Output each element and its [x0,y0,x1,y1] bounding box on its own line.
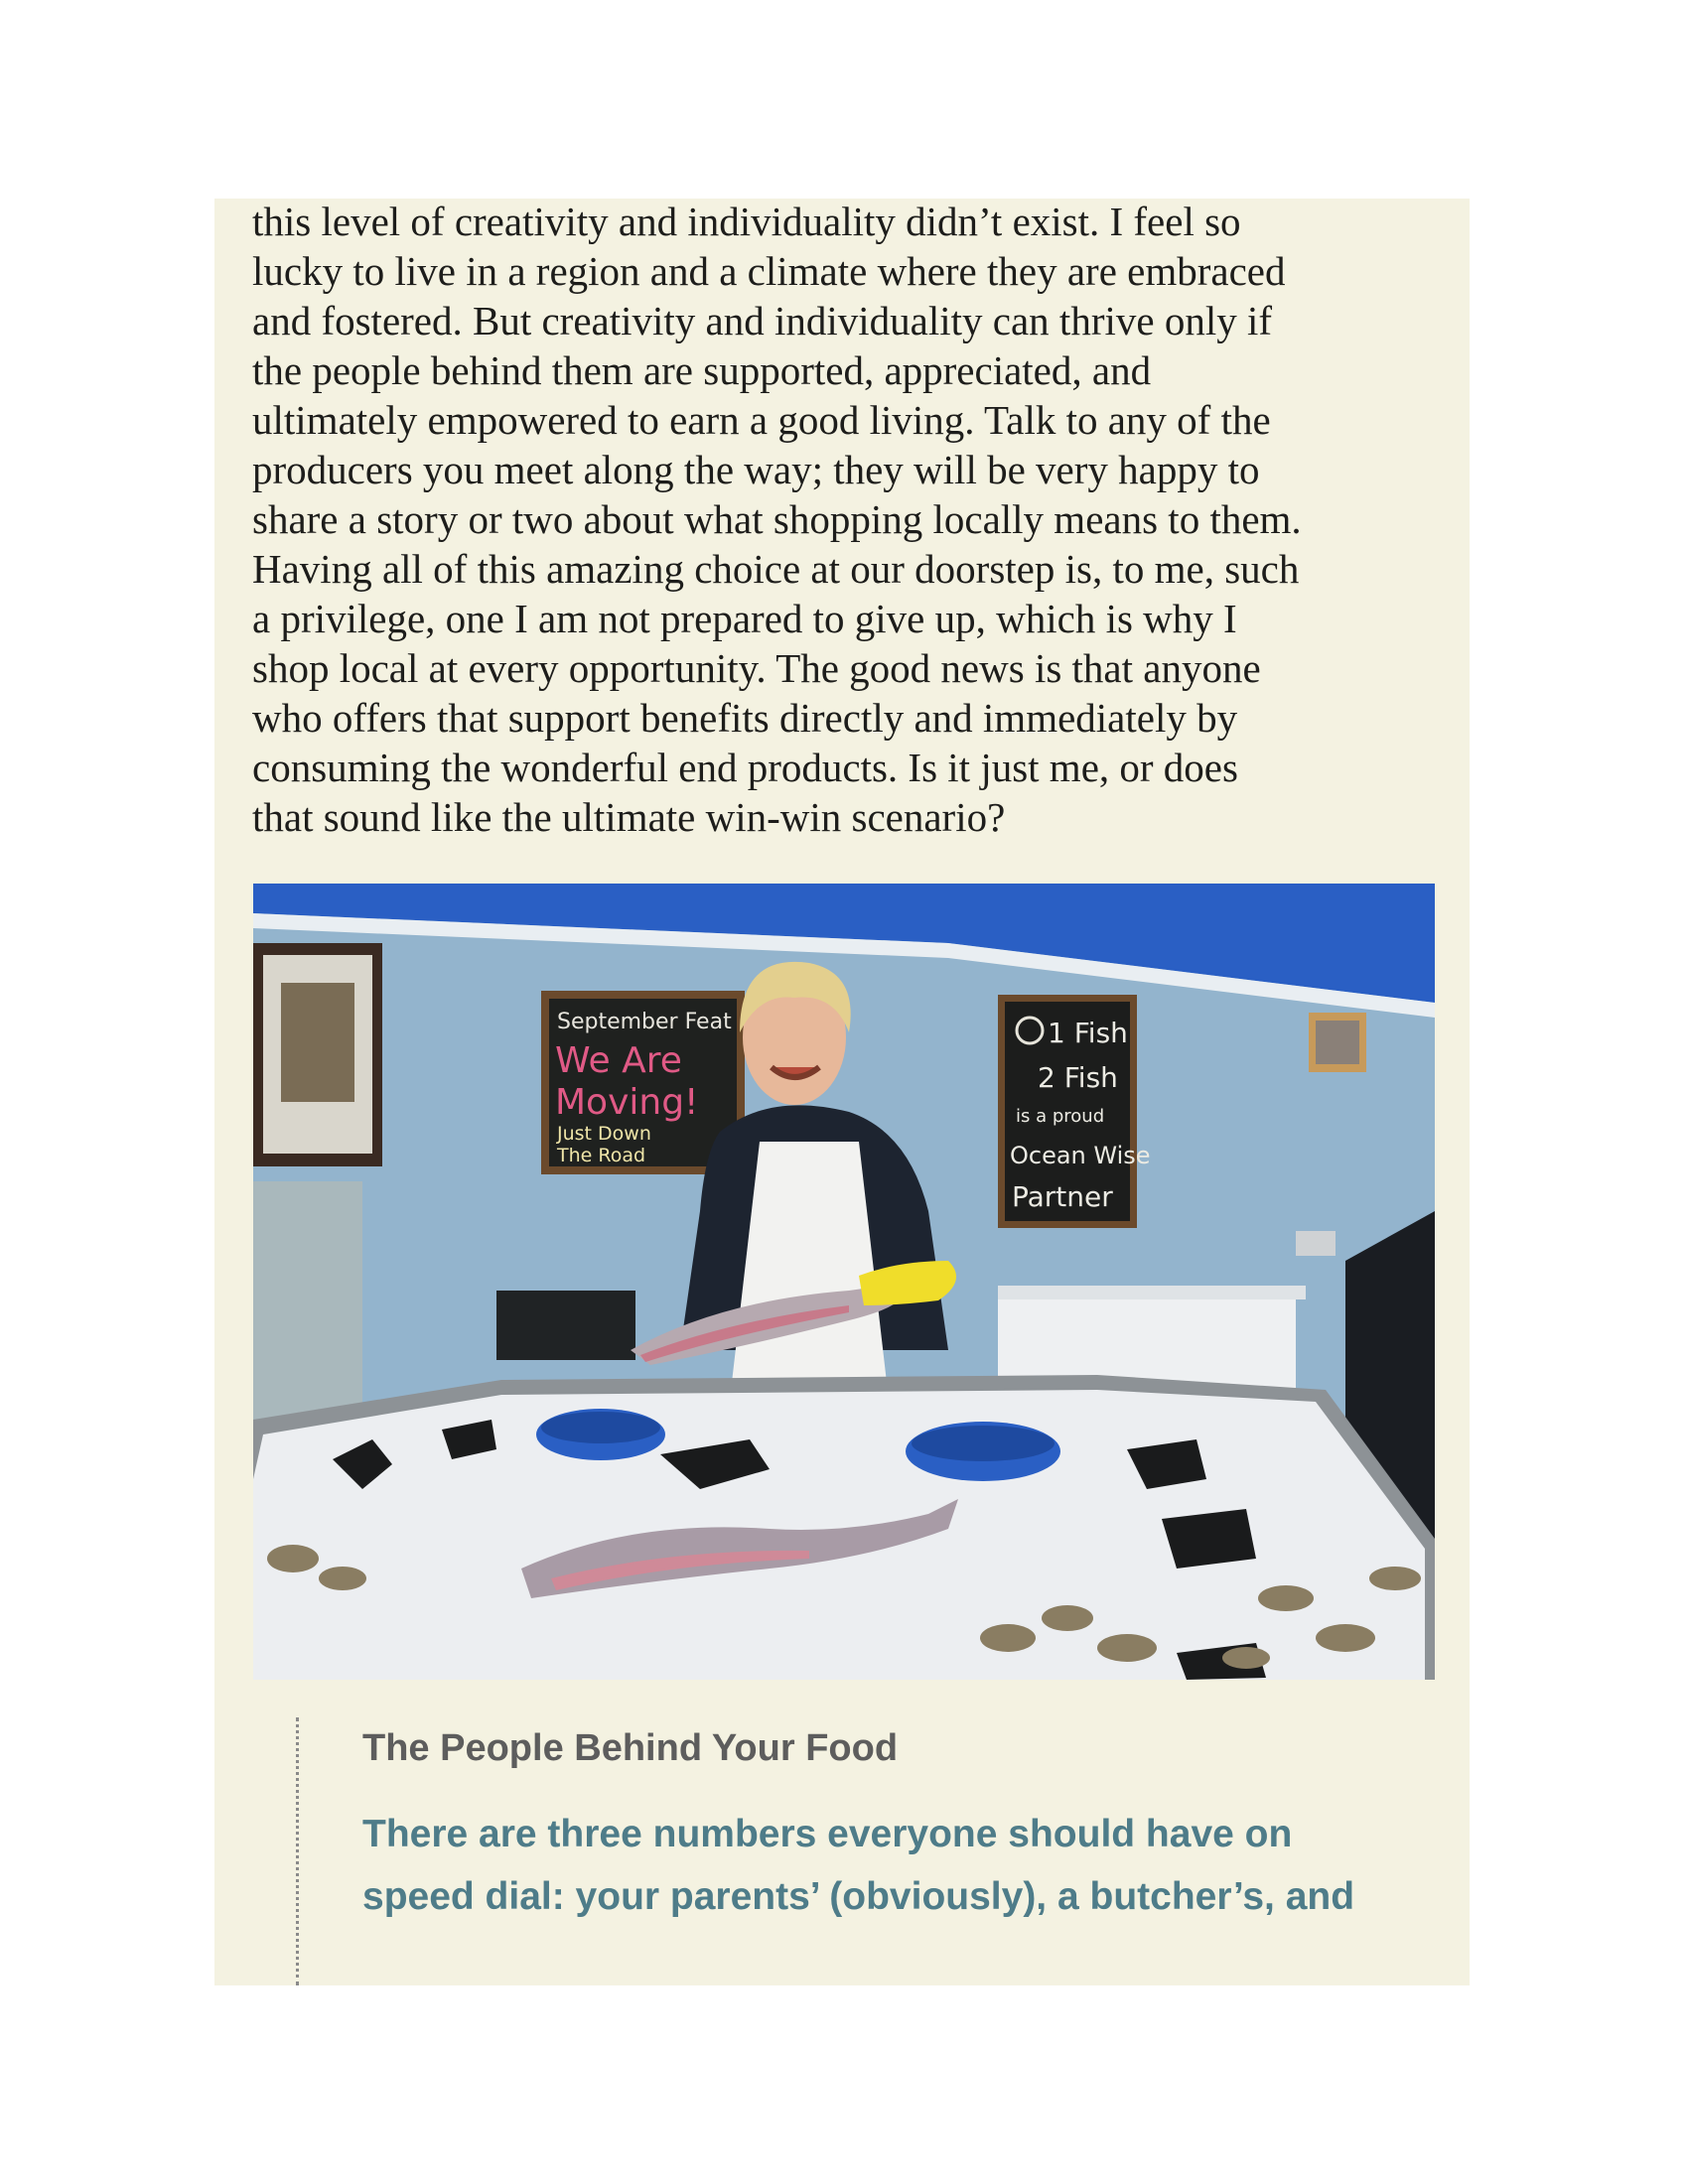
article-line: Having all of this amazing choice at our doorstep is, to me, such [252,546,1300,592]
sidebar-line: There are three numbers everyone should have on [362,1813,1293,1855]
article-line: the people behind them are supported, appreciated, and [252,347,1152,393]
article-line: ultimately empowered to earn a good living. Talk to any of the [252,397,1271,443]
sidebar-line: speed dial: your parents’ (obviously), a butcher’s, and [362,1875,1355,1918]
article-line: that sound like the ultimate win-win scenario? [252,794,1006,840]
sidebar-text [362,1803,1354,1928]
fish-market-photo [253,884,1435,1680]
chalk-text: 1 Fish [1048,1017,1128,1049]
article-line: consuming the wonderful end products. Is it just me, or does [252,745,1238,790]
article-line: shop local at every opportunity. The good news is that anyone [252,645,1261,691]
chalk-text: 2 Fish [1038,1061,1118,1094]
chalk-text: The Road [557,1145,646,1166]
chalk-text: Moving! [555,1082,699,1123]
article-line: this level of creativity and individuality didn’t exist. I feel so [252,199,1241,244]
chalk-text: is a proud [1016,1106,1105,1127]
blue-bowl [906,1422,1060,1481]
sidebar-heading: The People Behind Your Food [362,1727,899,1769]
chalk-text: Ocean Wise [1010,1142,1151,1169]
chalkboard-ocean-wise [998,995,1151,1228]
framed-picture [253,943,382,1166]
article-line: lucky to live in a region and a climate where they are embraced [252,248,1286,294]
article-line: and fostered. But creativity and individuality can thrive only if [252,298,1273,343]
article-line: a privilege, one I am not prepared to give up, which is why I [252,596,1237,641]
article-line: producers you meet along the way; they will be very happy to [252,447,1260,492]
chalk-text: Partner [1012,1180,1113,1213]
chalk-text: September Feat [557,1010,732,1034]
article-body [252,197,1454,842]
article-line: share a story or two about what shopping locally means to them. [252,496,1302,542]
blue-bowl [536,1409,665,1460]
chalk-text: We Are [555,1040,682,1081]
sidebar-callout [296,1717,1441,1985]
chalk-text: Just Down [557,1123,651,1145]
article-line: who offers that support benefits directly and immediately by [252,695,1238,741]
